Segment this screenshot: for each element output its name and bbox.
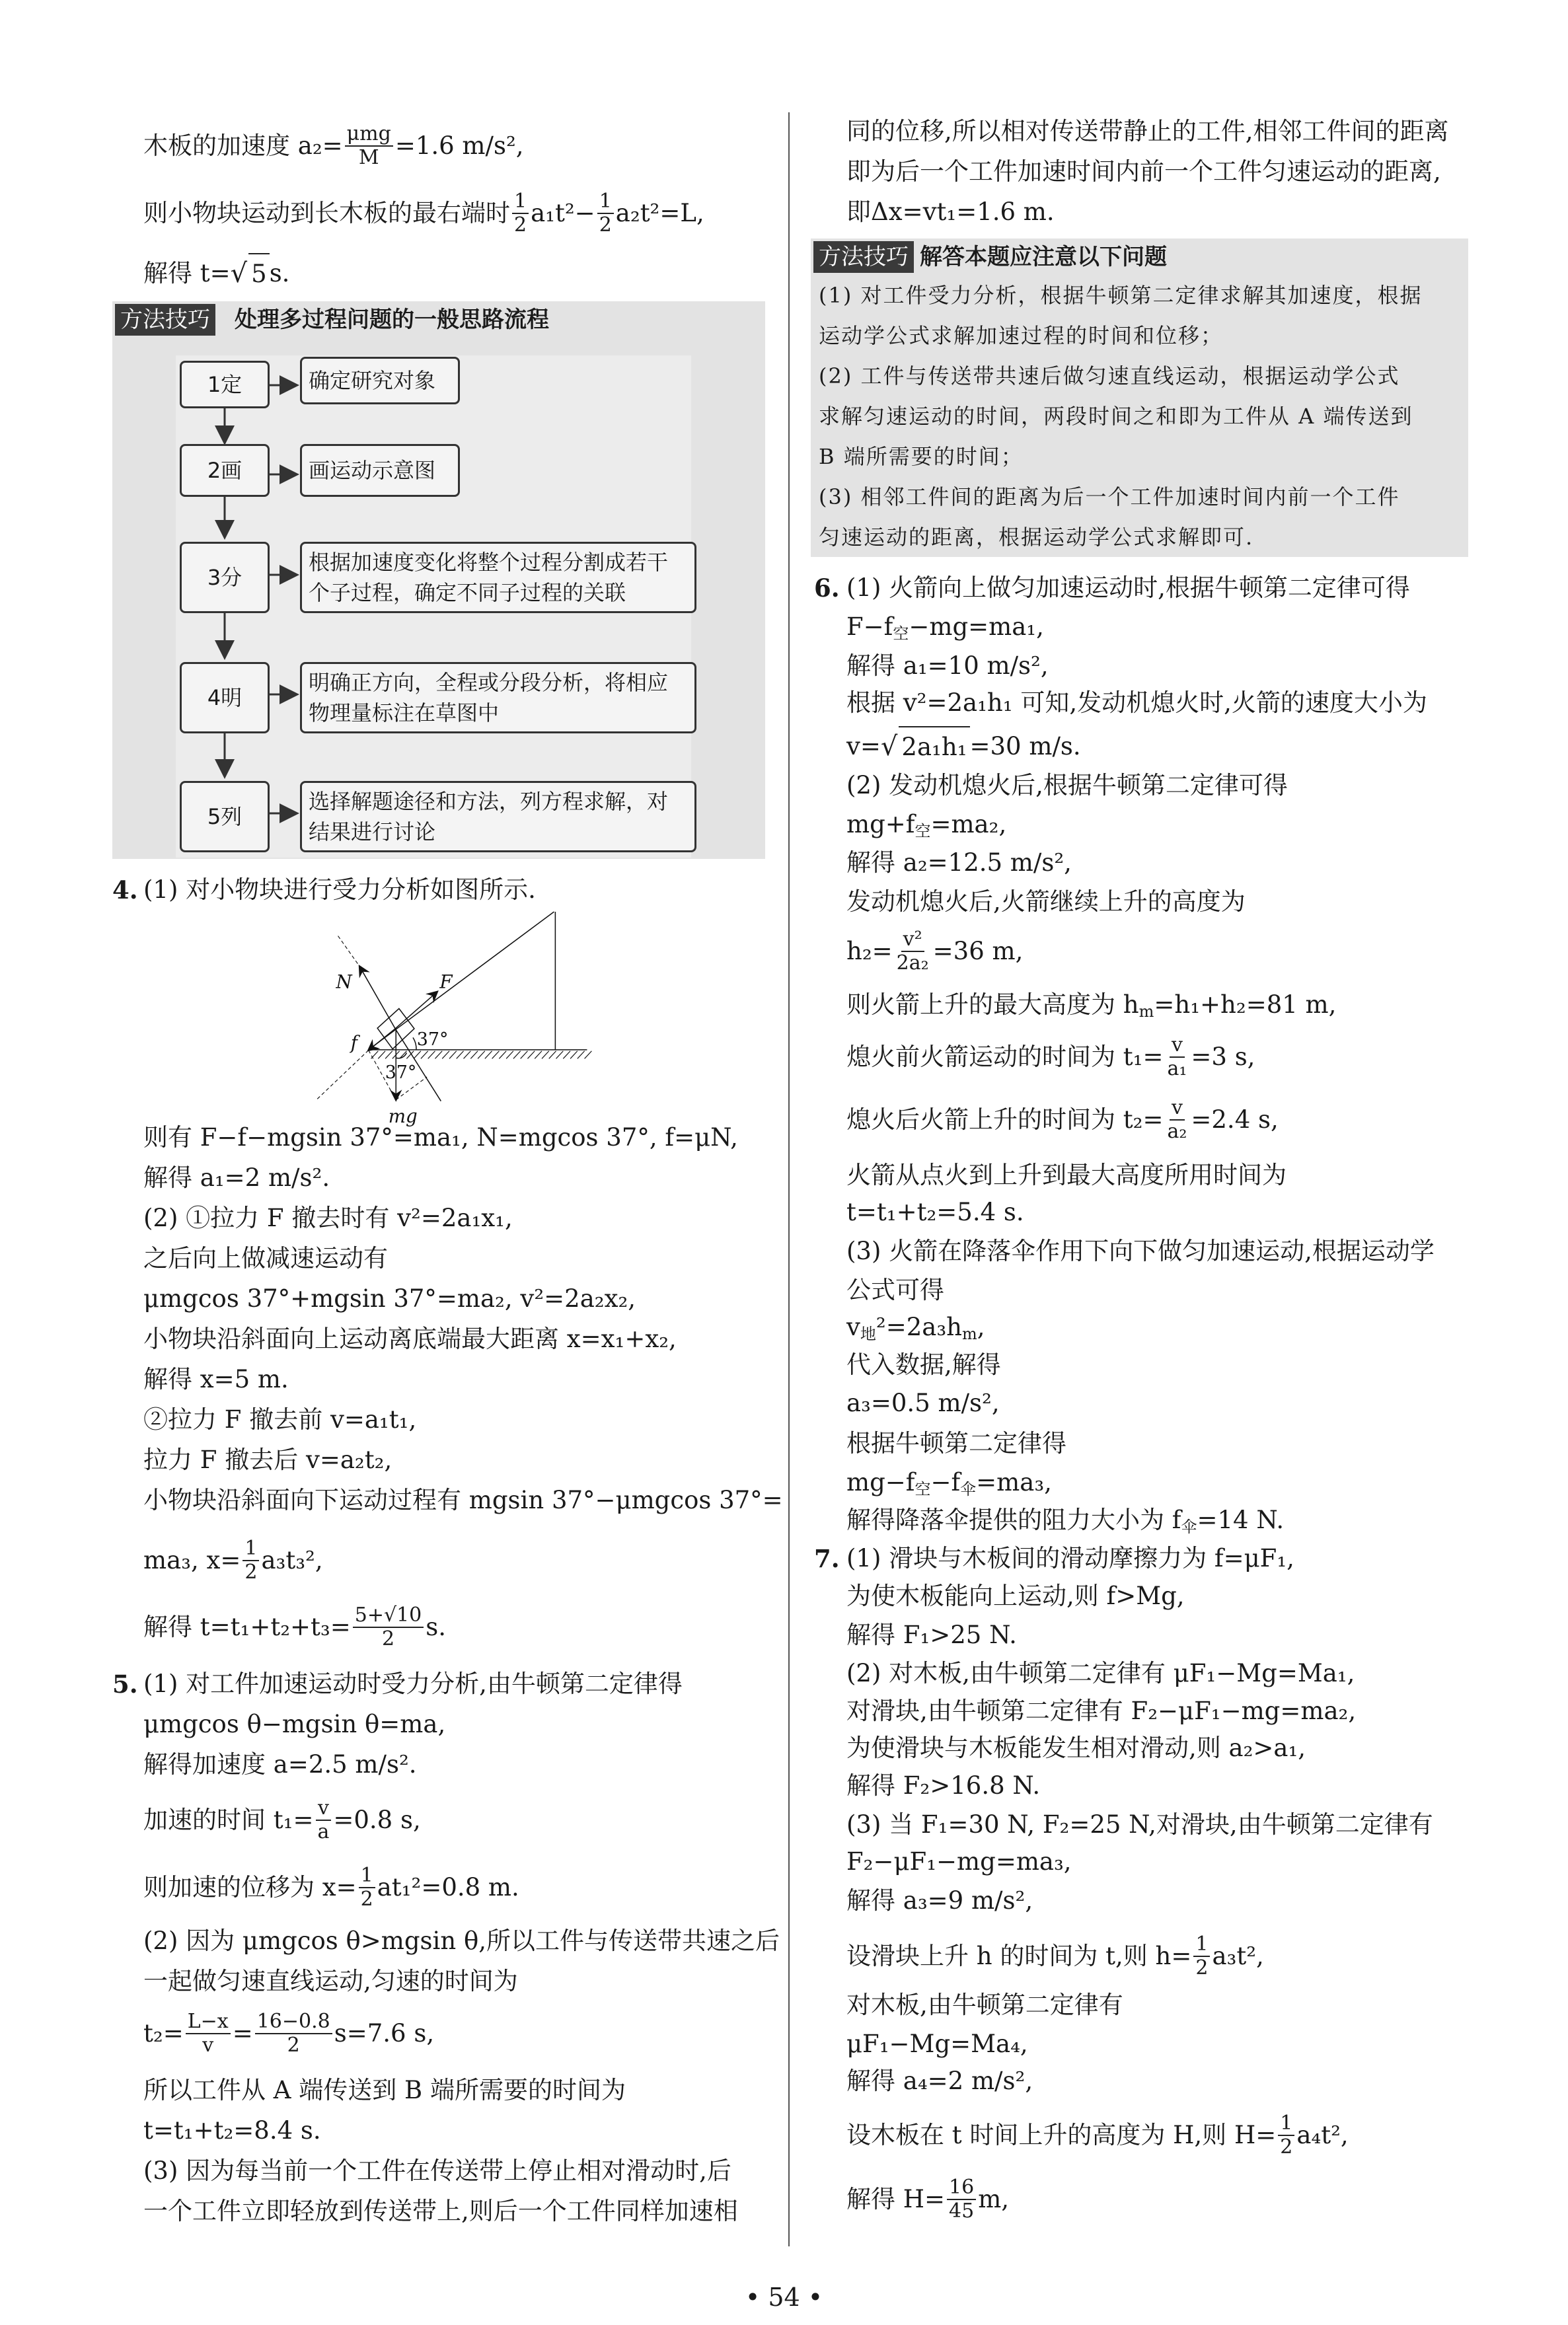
text-line: [143, 2151, 731, 2191]
text-line: [143, 1863, 519, 1911]
text-segment: 发动机熄火后,火箭继续上升的高度为: [846, 887, 1246, 916]
flow-box-text: 确定研究对象: [309, 368, 436, 393]
text-line: [846, 766, 1288, 805]
text-segment: (2) 因为 μmgcos θ>mgsin θ,所以工件与传送带共速之后: [143, 1927, 780, 1955]
fraction-denominator: a: [317, 1820, 330, 1843]
text-line: [143, 1239, 388, 1278]
text-line: [846, 1500, 1284, 1540]
text-segment: μF₁−Mg=Ma₄,: [846, 2029, 1028, 2058]
text-segment: ②拉力 F 撤去前 v=a₁t₁,: [143, 1405, 417, 1434]
text-line: [143, 1921, 780, 1961]
tip-note-line: (2) 工件与传送带共速后做匀速直线运动，根据运动学公式: [819, 363, 1400, 388]
problem-number: 7.: [814, 1544, 840, 1574]
text-line: [143, 1745, 417, 1785]
text-segment: μmgcos 37°+mgsin 37°=ma₂, v²=2a₂x₂,: [143, 1284, 636, 1313]
text-line: [846, 1033, 1255, 1081]
fraction: [243, 1537, 259, 1584]
fraction-numerator: 1: [512, 190, 529, 214]
fraction-denominator: 2: [1195, 1956, 1209, 1979]
text-line: [143, 1440, 392, 1480]
text-segment: v: [846, 1313, 860, 1342]
text-line: [143, 870, 536, 910]
text-segment: =30 m/s.: [969, 732, 1081, 760]
text-line: [846, 1881, 1033, 1921]
fraction-denominator: a₂: [1167, 1120, 1187, 1143]
text-segment: s=7.6 s,: [334, 2019, 435, 2048]
text-line: [846, 1576, 1185, 1616]
subscript: 空: [915, 821, 931, 840]
subscript: m: [962, 1325, 977, 1344]
text-segment: =: [232, 2019, 253, 2048]
subscript: 空: [893, 624, 909, 644]
flow-step-3: 3分: [180, 542, 270, 613]
fraction-numerator: 1: [1278, 2112, 1294, 2136]
text-segment: (2) 对木板,由牛顿第二定律有 μF₁−Mg=Ma₁,: [846, 1659, 1355, 1688]
tip-note-line: 运动学公式求解加速过程的时间和位移；: [819, 323, 1224, 348]
text-segment: a₂t²=L,: [615, 199, 704, 228]
text-segment: (1) 对小物块进行受力分析如图所示.: [143, 875, 536, 904]
text-line: [846, 1096, 1279, 1143]
fraction: [1165, 1034, 1189, 1080]
text-line: [846, 1728, 1306, 1768]
text-segment: 则有 F−f−mgsin 37°=ma₁, N=mgcos 37°, f=μN,: [143, 1123, 738, 1152]
text-line: [143, 1604, 447, 1651]
method-tip-box-notes: [811, 239, 1468, 557]
text-segment: 解得 a₄=2 m/s²,: [846, 2067, 1033, 2096]
text-line: [143, 2192, 738, 2231]
flow-box-5: [300, 781, 696, 852]
flow-box-text: 根据加速度变化将整个过程分割成若干: [309, 550, 669, 575]
tip-note-line: (3) 相邻工件间的距离为后一个工件加速时间内前一个工件: [819, 484, 1400, 509]
fraction: [1165, 1097, 1189, 1143]
text-segment: =36 m,: [932, 936, 1024, 965]
text-line: [143, 1118, 738, 1158]
flow-box-1: [300, 357, 460, 404]
text-line: [846, 607, 1044, 647]
label-friction: f: [350, 1031, 358, 1054]
fraction-denominator: 2: [1280, 2135, 1293, 2159]
text-line: [846, 2024, 1028, 2064]
text-segment: s.: [426, 1613, 447, 1642]
text-line: [846, 683, 1427, 723]
flow-step-5: 5列: [180, 781, 270, 852]
fraction-numerator: v: [316, 1797, 331, 1821]
method-tip-label: 方法技巧: [115, 304, 215, 336]
text-segment: ,: [977, 1313, 985, 1342]
text-line: [846, 2175, 1010, 2223]
text-segment: F−f: [846, 612, 893, 642]
text-line: [143, 1158, 330, 1198]
subscript: 空: [915, 1480, 931, 1499]
text-segment: 代入数据,解得: [846, 1350, 1001, 1379]
fraction: [947, 2176, 976, 2223]
text-segment: =h₁+h₂=81 m,: [1154, 990, 1337, 1019]
text-segment: (3) 因为每当前一个工件在传送带上停止相对滑动时,后: [143, 2157, 731, 2186]
text-segment: 设木板在 t 时间上升的高度为 H,则 H=: [846, 2120, 1277, 2149]
text-segment: =0.8 s,: [333, 1805, 421, 1834]
method-tip-title: 处理多过程问题的一般思路流程: [235, 307, 549, 333]
text-segment: −f: [930, 1468, 961, 1497]
text-line: [846, 927, 1024, 975]
label-pull-force: F: [439, 971, 453, 993]
page-number: • 54 •: [745, 2283, 823, 2312]
text-segment: (1) 火箭向上做匀加速运动时,根据牛顿第二定律可得: [846, 573, 1410, 603]
text-line: [846, 1193, 1024, 1232]
text-segment: s.: [269, 258, 290, 287]
text-line: [143, 1536, 323, 1584]
text-line: [846, 1805, 1433, 1845]
text-line: [143, 190, 704, 237]
text-line: [846, 727, 1081, 766]
fraction-denominator: 2: [360, 1887, 373, 1911]
text-segment: 即为后一个工件加速时间内前一个工件匀速运动的距离,: [846, 157, 1441, 186]
text-segment: 根据牛顿第二定律得: [846, 1429, 1066, 1458]
label-gravity: mg: [388, 1105, 418, 1128]
subscript: m: [1139, 1002, 1154, 1021]
text-segment: a₃=0.5 m/s²,: [846, 1389, 1000, 1418]
text-segment: a₃t₃²,: [261, 1545, 323, 1574]
fraction: [895, 928, 931, 975]
text-segment: 小物块沿斜面向上运动离底端最大距离 x=x₁+x₂,: [143, 1325, 677, 1354]
fraction: [359, 1864, 375, 1911]
fraction-numerator: 5+√10: [353, 1604, 424, 1628]
text-segment: v=: [846, 732, 881, 760]
text-line: [846, 1345, 1001, 1385]
subscript: 地: [860, 1325, 876, 1344]
label-normal-force: N: [336, 971, 352, 993]
text-line: [846, 1842, 1072, 1882]
text-segment: 一个工件立即轻放到传送带上,则后一个工件同样加速相: [143, 2197, 738, 2226]
fraction-denominator: 2: [287, 2034, 300, 2057]
text-segment: 为使木板能向上运动,则 f>Mg,: [846, 1581, 1185, 1610]
text-line: [846, 192, 1055, 232]
text-line: [846, 2111, 1349, 2159]
text-segment: 一起做匀速直线运动,匀速的时间为: [143, 1967, 518, 1996]
text-segment: mg−f: [846, 1468, 915, 1497]
text-line: [846, 1271, 944, 1310]
text-segment: 则火箭上升的最大高度为 h: [846, 990, 1139, 1019]
text-segment: μmgcos θ−mgsin θ=ma,: [143, 1710, 446, 1739]
text-segment: a₄t²,: [1296, 2120, 1349, 2149]
fraction-denominator: 2: [244, 1560, 258, 1584]
text-line: [846, 1232, 1435, 1271]
flow-step-2: 2画: [180, 444, 270, 497]
text-line: [143, 2111, 321, 2151]
text-line: [143, 2071, 626, 2110]
text-line: [846, 805, 1006, 844]
fraction-denominator: 2: [599, 213, 612, 237]
fraction-numerator: 16: [947, 2176, 976, 2200]
text-line: [846, 1615, 1017, 1655]
text-segment: t=t₁+t₂=5.4 s.: [846, 1198, 1024, 1227]
flow-step-4: 4明: [180, 662, 270, 733]
text-segment: 根据 v²=2a₁h₁ 可知,发动机熄火时,火箭的速度大小为: [846, 688, 1427, 718]
fraction-numerator: v²: [901, 928, 924, 952]
text-segment: 为使滑块与木板能发生相对滑动,则 a₂>a₁,: [846, 1734, 1306, 1763]
fraction-numerator: 16−0.8: [255, 2011, 332, 2034]
text-line: [846, 112, 1449, 151]
text-segment: 小物块沿斜面向下运动过程有 mgsin 37°−μmgcos 37°=: [143, 1486, 783, 1515]
text-segment: =14 N.: [1197, 1505, 1285, 1534]
text-segment: 解得 t=: [143, 258, 231, 287]
text-segment: −mg=ma₁,: [909, 612, 1044, 642]
fraction-denominator: M: [358, 146, 379, 170]
tip-note-line: B 端所需要的时间；: [819, 444, 1024, 469]
text-segment: =3 s,: [1191, 1043, 1255, 1072]
tip-note-line: 求解匀速运动的时间，两段时间之和即为工件从 A 端传送到: [819, 404, 1413, 429]
fraction: [186, 2011, 231, 2057]
text-segment: 设滑块上升 h 的时间为 t,则 h=: [846, 1941, 1192, 1970]
text-segment: ²=2a₃h: [876, 1313, 963, 1342]
text-segment: 所以工件从 A 端传送到 B 端所需要的时间为: [143, 2076, 626, 2104]
text-segment: 则加速的位移为 x=: [143, 1872, 357, 1901]
text-segment: =ma₃,: [976, 1468, 1052, 1497]
problem-number: 6.: [814, 573, 840, 603]
subscript: 伞: [960, 1480, 977, 1499]
sqrt-radicand: 2a₁h₁: [899, 726, 969, 767]
text-segment: 之后向上做减速运动有: [143, 1244, 388, 1273]
text-segment: 解得 x=5 m.: [143, 1365, 289, 1394]
sqrt-icon: √: [230, 258, 248, 289]
text-segment: 解得 F₂>16.8 N.: [846, 1771, 1041, 1800]
flow-box-text: 物理量标注在草图中: [309, 700, 500, 725]
flow-box-2: [300, 444, 460, 497]
text-line: [846, 1654, 1355, 1693]
text-segment: 解得降落伞提供的阻力大小为 f: [846, 1505, 1181, 1534]
text-line: [846, 882, 1246, 922]
text-segment: 解得 F₁>25 N.: [846, 1620, 1017, 1649]
flow-box-text: 个子过程，确定不同子过程的关联: [309, 580, 626, 605]
text-segment: (1) 滑块与木板间的滑动摩擦力为 f=μF₁,: [846, 1544, 1294, 1573]
subscript: 伞: [1181, 1517, 1197, 1536]
text-line: [846, 1691, 1356, 1731]
fraction: [1278, 2112, 1294, 2159]
text-segment: 熄火后火箭上升的时间为 t₂=: [846, 1105, 1164, 1134]
fraction-denominator: 2: [514, 213, 527, 237]
text-line: [846, 1308, 985, 1347]
text-segment: 解得 a₁=10 m/s²,: [846, 651, 1049, 680]
text-segment: 对滑块,由牛顿第二定律有 F₂−μF₁−mg=ma₂,: [846, 1696, 1357, 1725]
sqrt-radicand: 5: [248, 253, 270, 294]
fraction-numerator: 1: [597, 190, 614, 214]
problem-number: 4.: [112, 875, 138, 904]
fraction-numerator: 1: [359, 1864, 375, 1888]
fraction: [512, 190, 529, 237]
text-line: [846, 1539, 1294, 1578]
text-segment: mg+f: [846, 809, 915, 838]
fraction-numerator: L−x: [186, 2011, 231, 2034]
flow-box-text: 画运动示意图: [309, 458, 436, 483]
text-line: [846, 1424, 1066, 1463]
flow-box-text: 明确正方向，全程或分段分析，将相应: [309, 670, 669, 695]
fraction: [315, 1797, 331, 1843]
text-segment: 熄火前火箭运动的时间为 t₁=: [846, 1043, 1164, 1072]
text-segment: 对木板,由牛顿第二定律有: [846, 1991, 1123, 2020]
text-line: [143, 1705, 445, 1744]
text-segment: 解得 a₃=9 m/s²,: [846, 1886, 1033, 1915]
method-tip-box-flowchart: [112, 301, 765, 859]
text-line: [846, 985, 1336, 1025]
text-segment: 公式可得: [846, 1275, 944, 1304]
text-segment: m,: [978, 2184, 1010, 2213]
text-segment: =2.4 s,: [1191, 1105, 1279, 1134]
tip-note-line: 匀速运动的距离，根据运动学公式求解即可.: [819, 525, 1254, 550]
fraction-denominator: a₁: [1167, 1057, 1187, 1081]
problem-number: 5.: [112, 1670, 138, 1699]
fraction-numerator: v: [1170, 1034, 1185, 1058]
text-line: [143, 1279, 636, 1319]
text-segment: 木板的加速度 a₂=: [143, 131, 343, 161]
fraction-denominator: 2a₂: [896, 951, 929, 975]
text-segment: ma₃, x=: [143, 1545, 241, 1574]
text-segment: 即Δx=vt₁=1.6 m.: [846, 197, 1055, 226]
text-segment: F₂−μF₁−mg=ma₃,: [846, 1847, 1072, 1876]
fraction-denominator: 2: [381, 1627, 395, 1651]
text-line: [846, 2061, 1033, 2101]
text-line: [846, 843, 1072, 883]
text-segment: 解得 a₂=12.5 m/s²,: [846, 848, 1072, 877]
text-line: [846, 1463, 1052, 1502]
method-tip-label: 方法技巧: [813, 241, 914, 273]
flow-box-text: 结果进行讨论: [309, 819, 436, 844]
text-segment: t₂=: [143, 2019, 184, 2048]
fraction: [353, 1604, 424, 1650]
text-line: [143, 2010, 435, 2057]
text-line: [143, 1962, 518, 2001]
text-line: [846, 568, 1410, 608]
fraction-numerator: v: [1170, 1097, 1185, 1121]
text-segment: =ma₂,: [930, 809, 1007, 838]
text-segment: 解得 H=: [846, 2184, 946, 2213]
text-line: [143, 1319, 677, 1359]
text-line: [143, 1199, 513, 1238]
flow-box-3: [300, 542, 696, 613]
text-line: [143, 1360, 289, 1399]
label-incline-angle: 37°: [416, 1029, 449, 1050]
fraction-numerator: μmg: [345, 123, 393, 147]
fraction: [345, 123, 393, 169]
flow-step-1: 1定: [180, 361, 270, 408]
tip-note-line: (1) 对工件受力分析，根据牛顿第二定律求解其加速度，根据: [819, 283, 1423, 308]
text-segment: (1) 对工件加速运动时受力分析,由牛顿第二定律得: [143, 1670, 683, 1699]
text-segment: 解得 a₁=2 m/s².: [143, 1163, 330, 1193]
fraction-numerator: 1: [243, 1537, 259, 1561]
flow-box-text: 选择解题途径和方法，列方程求解，对: [309, 789, 669, 814]
text-line: [143, 1400, 416, 1440]
text-segment: 加速的时间 t₁=: [143, 1805, 314, 1834]
text-line: [846, 1384, 1000, 1423]
flow-box-4: [300, 662, 696, 733]
text-segment: a₁t²−: [531, 199, 595, 228]
text-segment: (2) 发动机熄火后,根据牛顿第二定律可得: [846, 770, 1288, 799]
text-segment: 火箭从点火到上升到最大高度所用时间为: [846, 1160, 1287, 1189]
text-line: [143, 1796, 421, 1843]
text-segment: (2) ①拉力 F 撤去时有 v²=2a₁x₁,: [143, 1204, 513, 1233]
fraction-denominator: 45: [949, 2199, 975, 2223]
text-line: [846, 1766, 1040, 1806]
text-line: [846, 152, 1441, 192]
text-line: [846, 1932, 1264, 1979]
text-line: [846, 1156, 1287, 1195]
text-segment: h₂=: [846, 936, 893, 965]
column-divider: [788, 112, 790, 2246]
text-line: [143, 122, 524, 170]
text-segment: a₃t²,: [1212, 1941, 1264, 1970]
text-segment: (3) 火箭在降落伞作用下向下做匀加速运动,根据运动学: [846, 1236, 1435, 1265]
text-segment: 解得 t=t₁+t₂+t₃=: [143, 1613, 351, 1642]
text-segment: at₁²=0.8 m.: [377, 1872, 519, 1901]
sqrt-icon: √: [880, 731, 898, 762]
fraction: [597, 190, 614, 237]
fraction-numerator: 1: [1193, 1933, 1210, 1957]
fraction-denominator: v: [202, 2034, 214, 2057]
text-segment: (3) 当 F₁=30 N, F₂=25 N,对滑块,由牛顿第二定律有: [846, 1810, 1433, 1839]
text-line: [143, 254, 289, 293]
fraction: [1193, 1933, 1210, 1979]
text-line: [143, 1664, 683, 1704]
text-segment: 则小物块运动到长木板的最右端时: [143, 199, 510, 228]
text-line: [846, 646, 1049, 686]
text-segment: 同的位移,所以相对传送带静止的工件,相邻工件间的距离: [846, 116, 1449, 145]
text-segment: 解得加速度 a=2.5 m/s².: [143, 1750, 417, 1779]
label-gravity-angle: 37°: [385, 1062, 417, 1083]
text-segment: =1.6 m/s²,: [394, 131, 524, 161]
text-segment: 拉力 F 撤去后 v=a₂t₂,: [143, 1446, 392, 1475]
fraction: [255, 2011, 332, 2057]
text-line: [143, 1481, 783, 1520]
text-segment: t=t₁+t₂=8.4 s.: [143, 2116, 321, 2145]
text-line: [846, 1985, 1123, 2025]
force-diagram: [264, 912, 661, 1128]
method-tip-title: 解答本题应注意以下问题: [920, 244, 1167, 270]
